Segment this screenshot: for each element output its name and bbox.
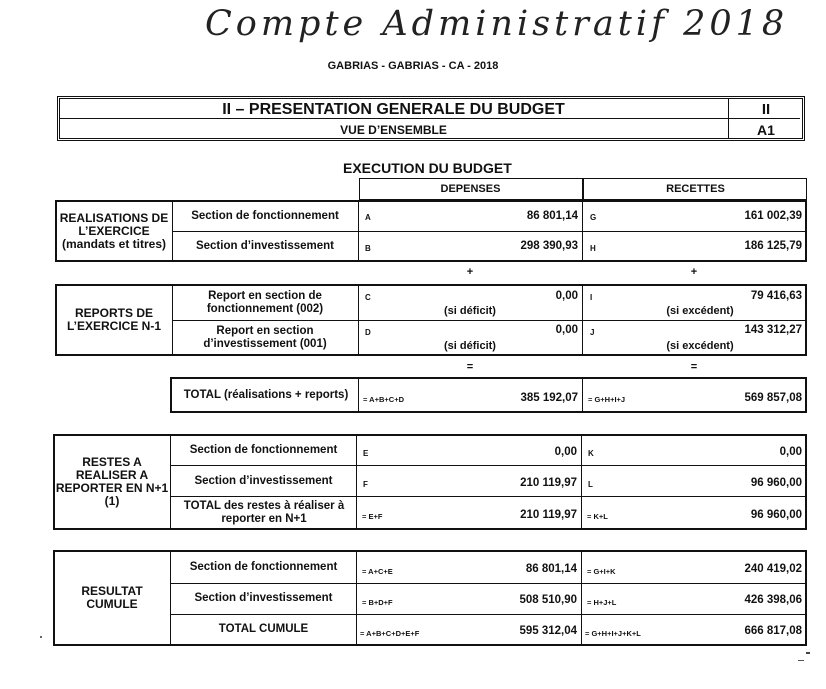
restes-rec-letter: L (588, 480, 593, 489)
realisations-dep-letter: B (365, 244, 371, 253)
resultat-divider-3 (581, 550, 582, 646)
restes-row-label: Section d’investissement (194, 474, 333, 487)
reports-row-label: Report en section d’investissement (001) (203, 324, 327, 350)
resultat-dep-value: 86 801,14 (525, 563, 577, 575)
realisations-row-label: Section d’investissement (195, 239, 335, 252)
reports-rec-letter: J (590, 328, 595, 337)
restes-rec-value: 0,00 (779, 446, 802, 458)
reports-row-label: Report en section de fonctionnement (002) (206, 289, 324, 315)
resultat-dep-formula: = A+B+C+D+E+F (360, 629, 420, 638)
realisations-rec-value: 161 002,39 (744, 210, 802, 222)
scan-speck (40, 636, 42, 638)
total-dep-formula: = A+B+C+D (363, 395, 404, 404)
resultat-divider-2 (356, 550, 357, 646)
handwritten-title: Compte Administratif 2018 (205, 4, 789, 44)
total-divider-1 (358, 377, 359, 413)
restes-divider-2 (356, 434, 357, 530)
resultat-rec-formula: = G+I+K (587, 567, 616, 576)
restes-rec-value: 96 960,00 (750, 509, 802, 521)
reports-rec-letter: I (590, 293, 593, 302)
restes-dep-value: 210 119,97 (520, 509, 577, 521)
total-divider-2 (582, 377, 583, 413)
section-title: II – PRESENTATION GENERALE DU BUDGET (222, 101, 565, 118)
equal-sign-recettes: = (690, 361, 698, 373)
restes-rec-value: 96 960,00 (750, 477, 802, 489)
plus-sign-depenses: + (466, 266, 474, 278)
resultat-rec-value: 240 419,02 (744, 563, 802, 575)
restes-rec-letter: K (588, 449, 594, 458)
realisations-rec-value: 186 125,79 (744, 240, 802, 252)
restes-dep-value: 0,00 (554, 446, 577, 458)
resultat-dep-formula: = B+D+F (362, 598, 393, 607)
restes-dep-letter: E (363, 449, 369, 458)
section-number: II (761, 101, 771, 118)
resultat-divider-1 (170, 550, 171, 646)
reports-dep-value: 0,00 (555, 290, 578, 302)
reports-label: REPORTS DE L’EXERCICE N-1 (66, 306, 162, 333)
reports-rec-note: (si excédent) (666, 305, 734, 317)
restes-dep-value: 210 119,97 (520, 477, 577, 489)
reports-rec-value: 79 416,63 (750, 290, 802, 302)
resultat-label: RESULTAT CUMULE (81, 584, 143, 611)
total-dep-value: 385 192,07 (520, 392, 578, 404)
reports-rec-value: 143 312,27 (744, 324, 802, 336)
reports-dep-note: (si déficit) (444, 340, 496, 352)
realisations-dep-letter: A (365, 213, 371, 222)
realisations-row-label: Section de fonctionnement (191, 209, 339, 222)
restes-divider-3 (581, 434, 582, 530)
resultat-dep-value: 508 510,90 (519, 594, 577, 606)
realisations-dep-value: 86 801,14 (526, 210, 578, 222)
resultat-rec-formula: = G+H+I+J+K+L (585, 629, 641, 638)
restes-total-label: TOTAL des restes à réaliser à reporter en N+1 (183, 500, 345, 525)
restes-divider-1 (170, 434, 171, 530)
reports-dep-letter: D (365, 328, 371, 337)
total-label: TOTAL (réalisations + reports) (183, 388, 349, 401)
realisations-dep-value: 298 390,93 (520, 240, 578, 252)
restes-dep-formula: = E+F (362, 512, 383, 521)
reports-dep-note: (si déficit) (444, 305, 496, 317)
resultat-row-label: Section de fonctionnement (189, 560, 338, 573)
resultat-total-label: TOTAL CUMULE (218, 623, 309, 635)
resultat-rec-value: 426 398,06 (744, 594, 802, 606)
restes-row-divider-2 (170, 496, 807, 497)
scan-speck (798, 660, 804, 661)
resultat-dep-value: 595 312,04 (519, 625, 577, 637)
document-subtitle: GABRIAS - GABRIAS - CA - 2018 (327, 60, 499, 72)
total-rec-formula: = G+H+I+J (588, 395, 626, 404)
restes-row-label: Section de fonctionnement (189, 443, 338, 456)
reports-dep-value: 0,00 (555, 324, 578, 336)
resultat-rec-formula: = H+J+L (587, 598, 617, 607)
realisations-rec-letter: H (590, 244, 596, 253)
restes-row-divider-1 (170, 465, 807, 466)
resultat-rec-value: 666 817,08 (744, 625, 802, 637)
restes-dep-letter: F (363, 480, 368, 489)
reports-rec-note: (si excédent) (666, 340, 734, 352)
section-subtitle: VUE D’ENSEMBLE (340, 123, 447, 137)
realisations-rec-letter: G (590, 213, 597, 222)
total-rec-value: 569 857,08 (744, 392, 802, 404)
realisations-label: REALISATIONS DE L’EXERCICE (mandats et titres) (59, 210, 169, 251)
scan-speck (806, 652, 810, 654)
restes-rec-formula: = K+L (587, 512, 608, 521)
plus-sign-recettes: + (690, 266, 698, 278)
execution-title: EXECUTION DU BUDGET (343, 160, 512, 176)
resultat-row-label: Section d’investissement (194, 592, 333, 604)
section-code: A1 (757, 122, 775, 138)
reports-dep-letter: C (365, 293, 371, 302)
resultat-dep-formula: = A+C+E (362, 567, 393, 576)
column-header-recettes: RECETTES (666, 183, 725, 195)
column-header-depenses: DEPENSES (440, 183, 501, 195)
restes-label: RESTES A REALISER A REPORTER EN N+1 (1) (55, 455, 169, 508)
equal-sign-depenses: = (466, 361, 474, 373)
